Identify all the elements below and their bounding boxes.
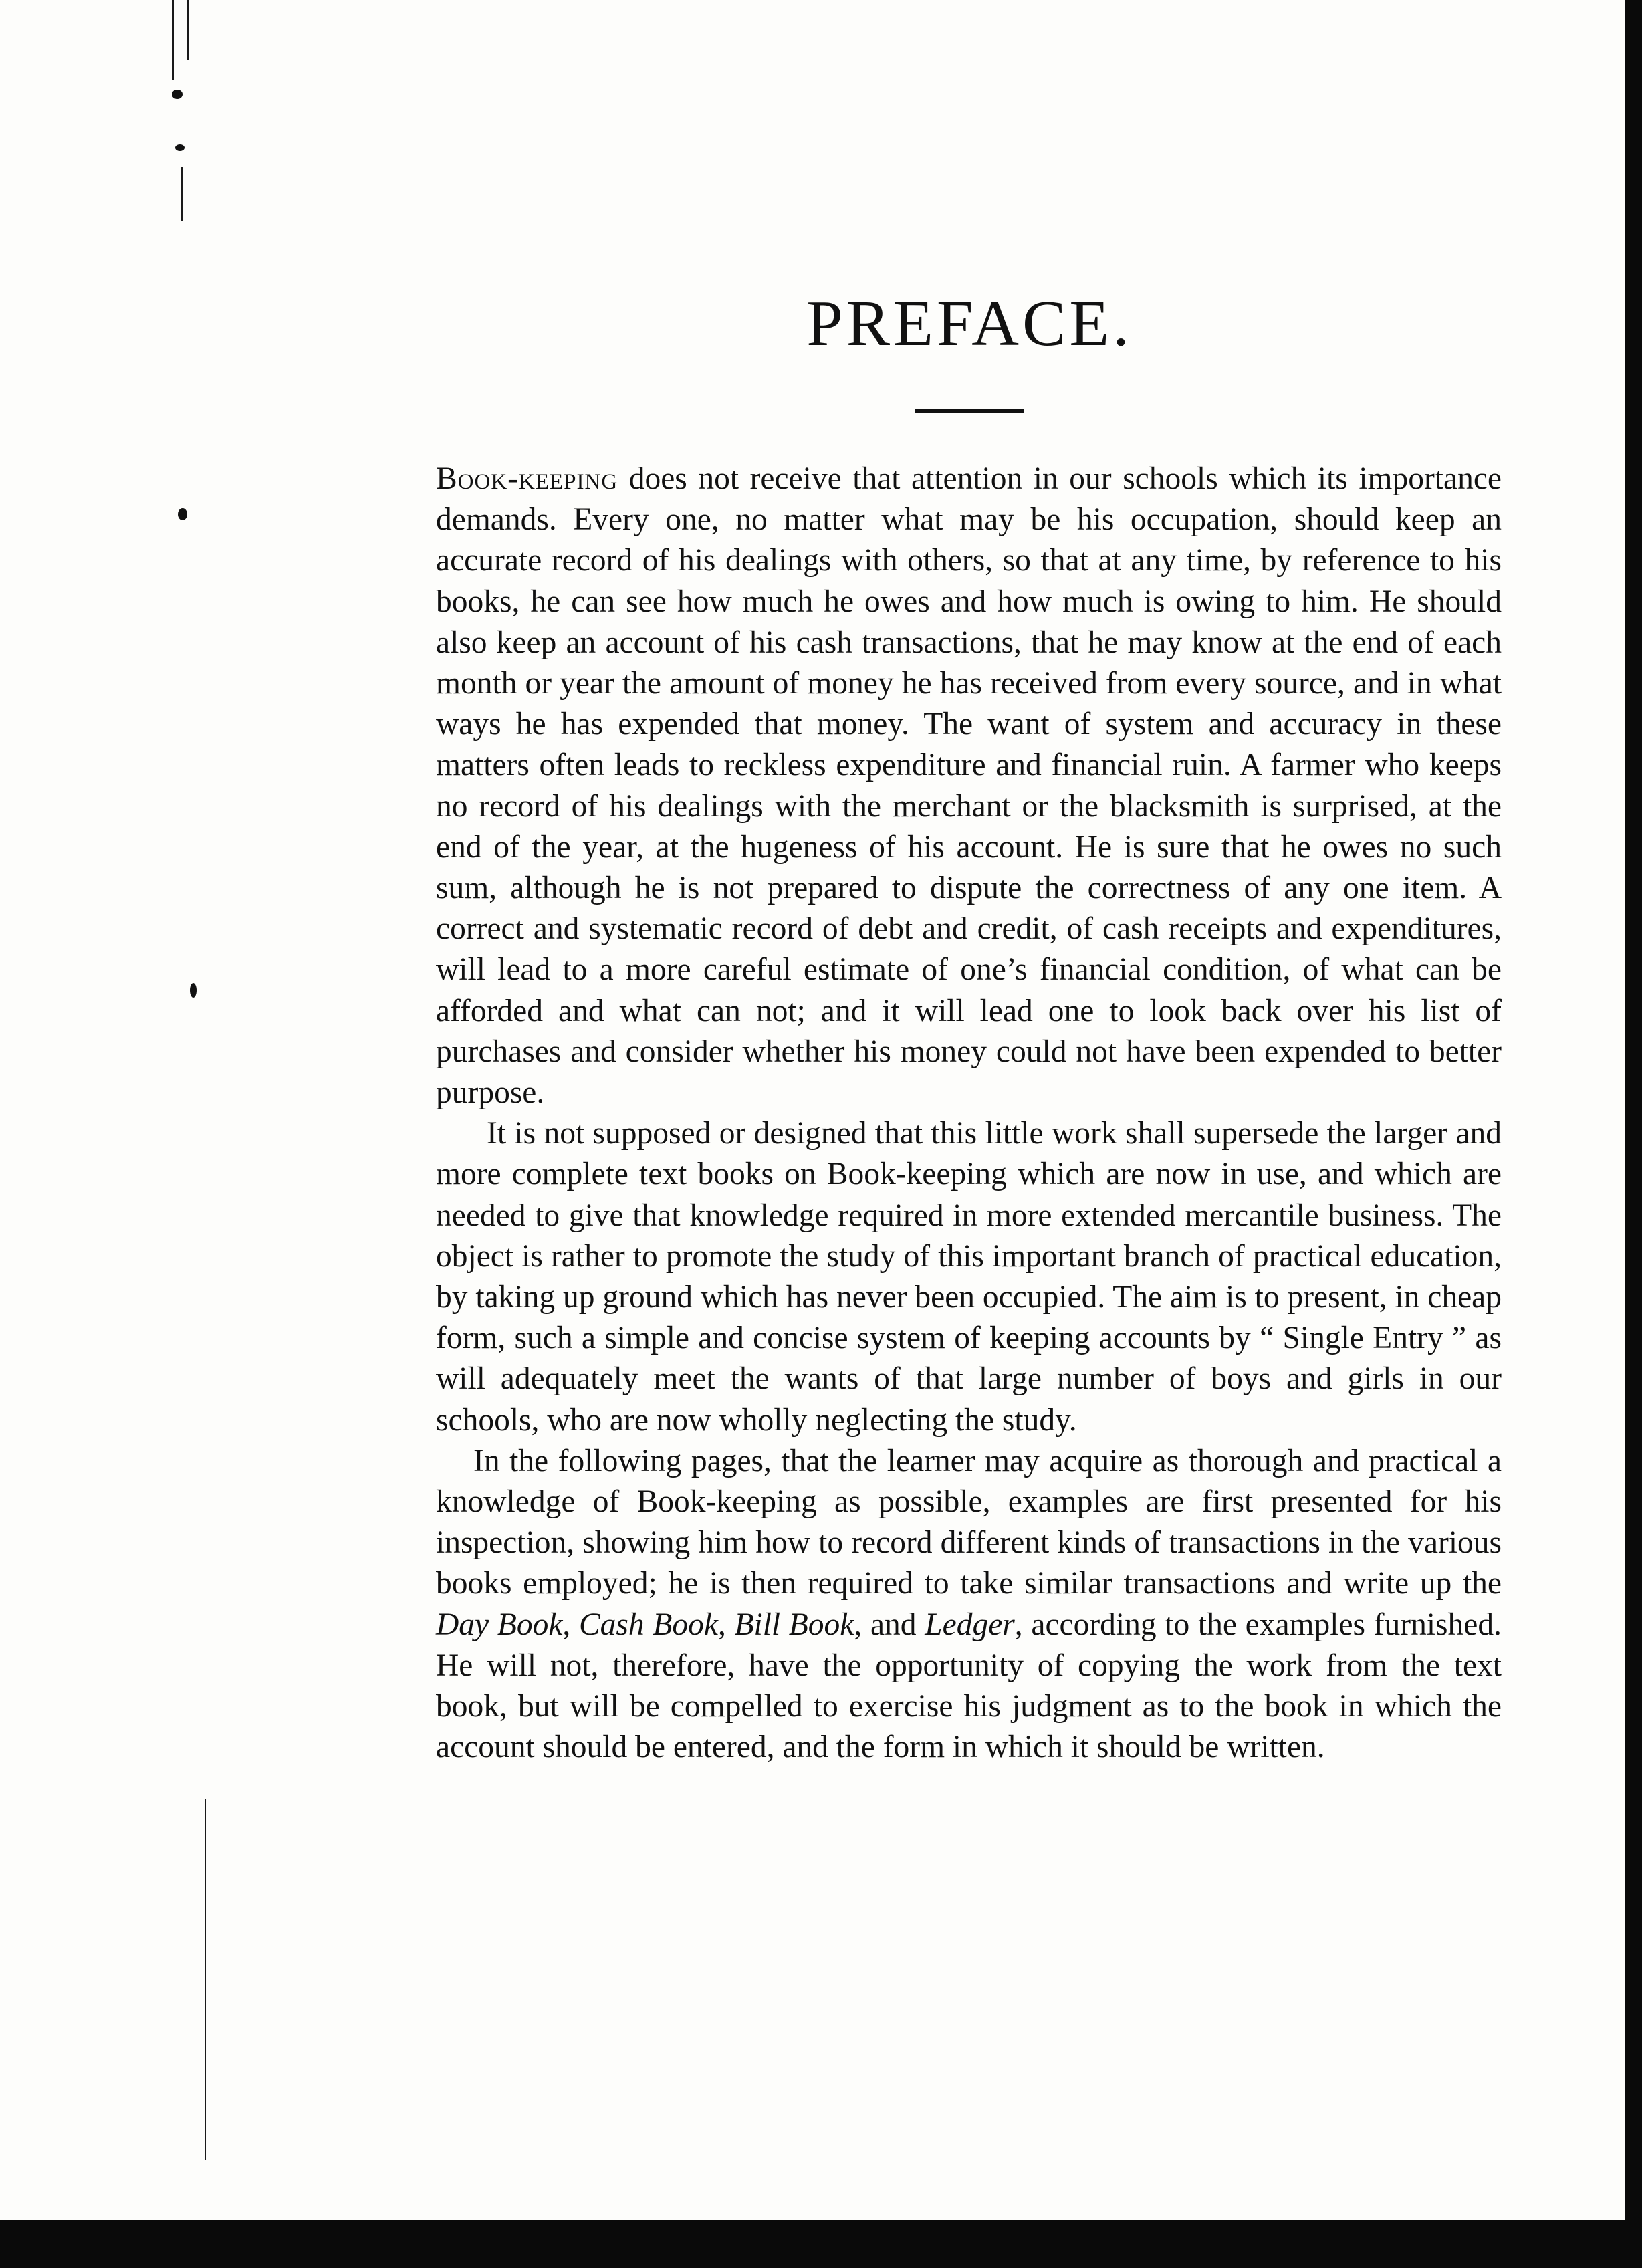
gutter-mark: [205, 1799, 206, 2160]
day-book-title: Day Book: [436, 1607, 563, 1642]
ledger-title: Ledger: [925, 1607, 1015, 1642]
separator: ,: [562, 1607, 579, 1642]
paragraph-1-lead: Book-keeping: [436, 461, 618, 496]
gutter-mark: [172, 0, 174, 80]
preface-body: [436, 459, 1502, 1769]
gutter-mark: [190, 983, 197, 998]
cash-book-title: Cash Book: [578, 1607, 718, 1642]
gutter-mark: [175, 144, 185, 151]
title-rule: [915, 409, 1024, 413]
page-title: PREFACE.: [806, 288, 1133, 360]
paragraph-1-text: does not receive that attention in our schools which its importance demands. Every one, no matter what may be his occupation, should keep an accurate record of his dealings with others, so that at any time, by reference to his books, he can see how much he owes and how much is owing to him. He should also keep an account of his cash transactions, that he may know at the end of each month or year the amount of money he has received from every source, and in what ways he has expended that money. The want of system and accuracy in these matters often leads to reckless expenditure and financial ruin. A farmer who keeps no record of his dealings with the merchant or the blacksmith is surprised, at the end of the year, at the hugeness of his account. He is sure that he owes no such sum, although he is not prepared to dispute the correctness of any one item. A correct and systematic record of debt and credit, of cash receipts and expenditures, will lead to a more careful estimate of one’s financial condition, of what can be afforded and what can not; and it will lead one to look back over his list of purchases and consider whether his money could not have been expended to better purpose.: [436, 461, 1502, 1111]
separator: ,: [717, 1607, 735, 1642]
scan-bottom-band: [0, 2220, 1642, 2268]
paragraph-2: It is not supposed or designed that this little work shall supersede the larger and more complete text books on Book-keeping which are now in use, and which are needed to give that knowledge required in more extended mercantile business. The object is rather to promote the study of this important branch of practical education, by taking up ground which has never been occupied. The aim is to present, in cheap form, such a simple and concise system of keeping accounts by “ Single Entry ” as will adequately meet the wants of that large number of boys and girls in our schools, who are now wholly neglecting the study.: [436, 1116, 1502, 1438]
gutter-mark: [172, 90, 183, 99]
scan-right-border: [1625, 0, 1642, 2268]
gutter-mark: [187, 0, 189, 60]
paragraph-3-text-before: In the following pages, that the learner may acquire as thorough and practical a knowledge of Book-keeping as possible, examples are first presented for his inspection, showing him how to record different kinds of transactions in the various books employed; he is then required to take similar transactions and write up the: [436, 1443, 1502, 1601]
bill-book-title: Bill Book: [734, 1607, 854, 1642]
separator: , and: [854, 1607, 925, 1642]
paragraph-3-text-after: , according to the examples furnished. He will not, therefore, have the opportunity of copying the work from the text book, but will be compelled to exercise his judgment as to the book in which the account should be entered, and the form in which it should be written.: [436, 1607, 1502, 1765]
paragraph-3: [436, 1441, 1502, 1769]
gutter-mark: [178, 508, 187, 520]
paragraph-1: [436, 459, 1502, 1113]
gutter-mark: [181, 167, 183, 221]
